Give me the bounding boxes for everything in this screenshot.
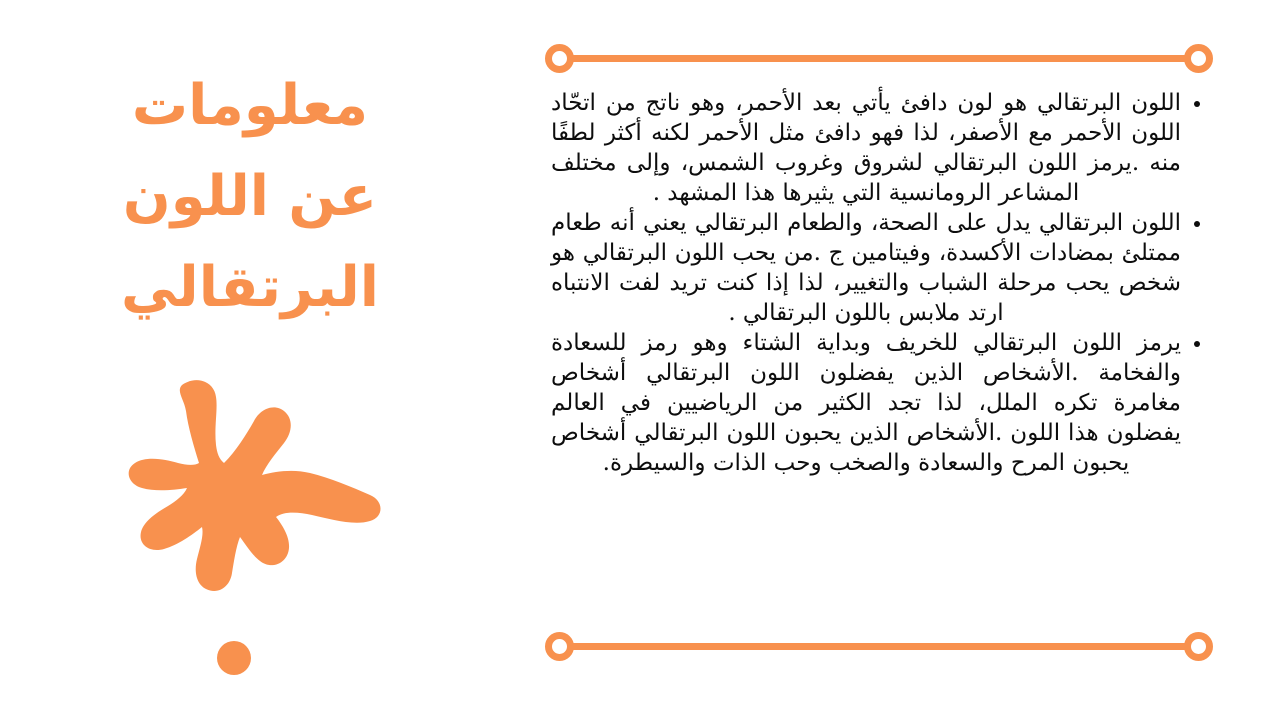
bottom-divider xyxy=(545,630,1213,662)
divider-left-ring-icon xyxy=(545,44,574,73)
divider-right-ring-icon xyxy=(1184,44,1213,73)
bullet-item-1: • اللون البرتقالي هو لون دافئ يأتي بعد الأحمر، وهو ناتج من اتحّاد اللون الأحمر مع الأصفر، لذا فهو دافئ مثل الأحمر لكنه أكثر لطفًا منه .يرمز اللون البرتقالي لشروق وغروب الشمس، وإلى مختلف المشاعر الرومانسية التي يثيرها هذا المشهد . xyxy=(551,88,1181,208)
splat-drop-dot xyxy=(217,641,251,675)
bullet-item-2: • اللون البرتقالي يدل على الصحة، والطعام البرتقالي يعني أنه طعام ممتلئ بمضادات الأكسدة، وفيتامين ج .من يحب اللون البرتقالي هو شخص يحب مرحلة الشباب والتغيير، لذا إذا كنت تريد لفت الانتباه ارتد ملابس باللون البرتقالي . xyxy=(551,208,1181,328)
title-line-1: معلومات xyxy=(131,73,369,138)
title-block xyxy=(45,60,455,333)
top-divider xyxy=(545,42,1213,74)
divider-left-ring-icon xyxy=(545,632,574,661)
divider-line xyxy=(572,55,1186,62)
title-line-3: البرتقالي xyxy=(121,255,379,320)
page-title xyxy=(45,60,455,333)
paint-splat-icon xyxy=(103,375,405,683)
bullet-item-3: • يرمز اللون البرتقالي للخريف وبداية الشتاء وهو رمز للسعادة والفخامة .الأشخاص الذين يفضلون اللون البرتقالي أشخاص مغامرة تكره الملل، لذا تجد الكثير من الرياضيين في العالم يفضلون هذا اللون .الأشخاص الذين يحبون اللون البرتقالي أشخاص يحبون المرح والسعادة والصخب وحب الذات والسيطرة. xyxy=(551,328,1181,478)
divider-line xyxy=(572,643,1186,650)
bullet-list xyxy=(551,88,1207,478)
body-text xyxy=(551,88,1207,478)
content-block xyxy=(545,40,1213,665)
divider-right-ring-icon xyxy=(1184,632,1213,661)
title-line-2: عن اللون xyxy=(122,164,378,229)
